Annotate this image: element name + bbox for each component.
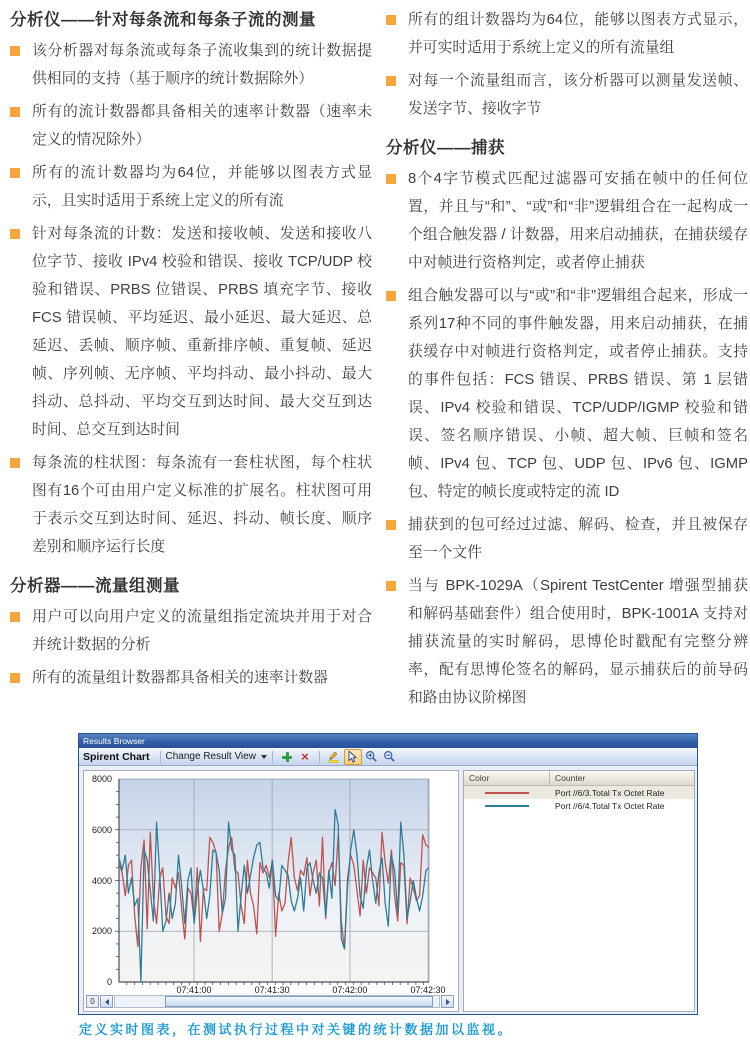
x-tick-label: 07:42:00	[332, 985, 368, 995]
y-tick-label: 4000	[91, 875, 112, 886]
bullet-square-icon	[10, 107, 20, 117]
bullet-square-icon	[386, 174, 396, 184]
scroll-zero-box: 0	[86, 995, 99, 1008]
bullet-square-icon	[386, 291, 396, 301]
legend-row[interactable]	[464, 786, 694, 799]
legend-rows	[464, 786, 694, 812]
scrollbar-track[interactable]	[114, 995, 440, 1008]
app-label: Spirent Chart	[83, 750, 150, 763]
select-cursor-button[interactable]	[344, 749, 362, 765]
bullet-list	[8, 37, 372, 561]
chart-area-panel	[83, 770, 459, 1012]
bullet-text: 所有的流计数器都具备相关的速率计数器（速率未定义的情况除外）	[32, 104, 372, 148]
bullet-item	[8, 664, 372, 692]
bullet-text: 组合触发器可以与“或”和“非”逻辑组合起来，形成一系列17种不同的事件触发器，用来启动捕获，在捕获缓存中对帧进行资格判定，或者停止捕获。支持的事件包括：FCS 错误、PRBS 错误、第 1 层错误、IPv4 校验和错误、TCP/UDP/IGMP 校验和错误、签名顺序错误、小帧、超大帧、巨帧和签名帧、IPv4 包、TCP 包、UDP 包、IPv6 包、IGMP 包、特定的帧长度或特定的流 ID	[408, 288, 748, 500]
bullet-text: 捕获到的包可经过过滤、解码、检查，并且被保存至一个文件	[408, 517, 748, 561]
bullet-item	[8, 449, 372, 561]
bullet-list	[8, 603, 372, 692]
results-browser-window	[78, 733, 698, 1015]
scroll-left-button[interactable]	[100, 995, 113, 1008]
chart-plot-svg	[112, 776, 432, 994]
figure-caption: 定义实时图表，在测试执行过程中对关键的统计数据加以监视。	[79, 1022, 514, 1037]
y-tick-label: 0	[106, 977, 112, 987]
bullet-square-icon	[386, 520, 396, 530]
bullet-square-icon	[10, 673, 20, 683]
legend-counter-cell: Port //6/3.Total Tx Octet Rate	[555, 787, 665, 798]
bullet-text: 8个4字节模式匹配过滤器可安插在帧中的任何位置，并且与“和”、“或”和“非”逻辑组合在一起构成一个组合触发器 / 计数器，用来启动捕获，在捕获缓存中对帧进行资格判定，或者停止捕获	[408, 171, 748, 271]
change-result-view-dropdown[interactable]	[166, 751, 267, 762]
bullet-text: 该分析器对每条流或每条子流收集到的统计数据提供相同的支持（基于顺序的统计数据除外）	[32, 43, 372, 87]
toolbar-separator	[272, 751, 273, 763]
line-chart[interactable]	[112, 776, 432, 994]
scroll-right-icon	[446, 999, 450, 1005]
bullet-text: 所有的流量组计数器都具备相关的速率计数器	[32, 670, 328, 686]
legend-line-sample-icon	[485, 805, 529, 807]
right-column	[384, 6, 748, 717]
section-heading-capture: 分析仪——捕获	[386, 139, 505, 157]
window-title: Results Browser	[83, 736, 145, 746]
bullet-item	[384, 6, 748, 62]
bullet-text: 针对每条流的计数：发送和接收帧、发送和接收八位字节、接收 IPv4 校验和错误、接收 TCP/UDP 校验和错误、PRBS 位错误、PRBS 填充字节、接收 FCS 错误帧、平均延迟、最小延迟、最大延迟、总延迟、丢帧、顺序帧、重新排序帧、重复帧、延迟帧、序列帧、无序帧、平均抖动、最小抖动、最大抖动、总抖动、平均交互到达时间、最大交互到达时间、总交互到达时间	[32, 226, 372, 438]
bullet-text: 当与 BPK-1029A（Spirent TestCenter 增强型捕获和解码基础套件）组合使用时，BPK-1001A 支持对捕获流量的实时解码，思博伦时戳配有完整分辨率，配有思博伦签名的解码，显示捕获后的前导码和路由协议阶梯图	[408, 578, 748, 706]
bullet-list	[384, 165, 748, 712]
scrollbar-thumb[interactable]	[165, 996, 433, 1007]
legend-line-sample-icon	[485, 792, 529, 794]
add-chart-button[interactable]	[279, 750, 295, 764]
bullet-text: 所有的流计数器均为64位，并能够以图表方式显示，且实时适用于系统上定义的所有流	[32, 165, 372, 209]
y-tick-label: 2000	[91, 926, 112, 937]
cursor-icon	[347, 751, 358, 763]
chart-toolbar	[79, 748, 697, 766]
section-heading-stream-group: 分析器——流量组测量	[10, 577, 180, 595]
delete-chart-button[interactable]	[297, 750, 313, 764]
add-icon	[282, 752, 292, 762]
bullet-item	[384, 511, 748, 567]
bullet-square-icon	[10, 458, 20, 468]
zoom-in-button[interactable]	[364, 750, 380, 764]
legend-row[interactable]	[464, 799, 694, 812]
bullet-list	[384, 6, 748, 123]
bullet-square-icon	[10, 168, 20, 178]
bullet-text: 用户可以向用户定义的流量组指定流块并用于对合并统计数据的分析	[32, 609, 372, 653]
legend-counter-cell: Port //6/4.Total Tx Octet Rate	[555, 800, 665, 811]
edit-button[interactable]	[326, 750, 342, 764]
bullet-item	[384, 282, 748, 506]
bullet-text: 每条流的柱状图：每条流有一套柱状图，每个柱状图有16个可由用户定义标准的扩展名。柱状图可用于表示交互到达时间、延迟、抖动、帧长度、顺序差别和顺序运行长度	[32, 455, 372, 555]
zoom-out-button[interactable]	[382, 750, 398, 764]
bullet-item	[8, 37, 372, 93]
bullet-text: 所有的组计数器均为64位，能够以图表方式显示，并可实时适用于系统上定义的所有流量组	[408, 12, 748, 56]
bullet-text: 对每一个流量组而言，该分析器可以测量发送帧、发送字节、接收字节	[408, 73, 748, 117]
x-tick-label: 07:41:30	[254, 985, 290, 995]
toolbar-separator	[160, 751, 161, 763]
dropdown-label: Change Result View	[165, 751, 256, 762]
x-tick-label: 07:42:30	[410, 985, 446, 995]
chevron-down-icon	[261, 755, 267, 759]
x-tick-label: 07:41:00	[176, 985, 212, 995]
left-column	[8, 6, 372, 697]
scroll-right-button[interactable]	[441, 995, 454, 1008]
legend-column-color: Color	[464, 771, 550, 785]
legend-panel	[463, 770, 695, 1012]
bullet-square-icon	[10, 46, 20, 56]
bullet-item	[384, 572, 748, 712]
zoom-in-icon	[365, 750, 378, 763]
y-tick-label: 8000	[91, 774, 112, 784]
bullet-square-icon	[386, 581, 396, 591]
bullet-square-icon	[10, 229, 20, 239]
bullet-item	[8, 603, 372, 659]
bullet-square-icon	[10, 612, 20, 622]
section-heading-per-stream: 分析仪——针对每条流和每条子流的测量	[10, 11, 316, 29]
legend-column-counter: Counter	[555, 773, 586, 783]
zoom-out-icon	[383, 750, 396, 763]
scroll-left-icon	[105, 999, 109, 1005]
window-titlebar[interactable]	[79, 734, 697, 748]
legend-color-cell	[464, 805, 550, 807]
bullet-item	[384, 165, 748, 277]
chart-horizontal-scrollbar	[86, 995, 454, 1008]
legend-header	[464, 771, 694, 786]
bullet-square-icon	[386, 15, 396, 25]
bullet-item	[8, 98, 372, 154]
pencil-icon	[327, 750, 340, 763]
bullet-item	[8, 159, 372, 215]
bullet-square-icon	[386, 76, 396, 86]
legend-color-cell	[464, 792, 550, 794]
bullet-item	[8, 220, 372, 444]
delete-icon: ×	[301, 748, 309, 764]
y-tick-label: 6000	[91, 824, 112, 835]
toolbar-separator	[319, 751, 320, 763]
bullet-item	[384, 67, 748, 123]
